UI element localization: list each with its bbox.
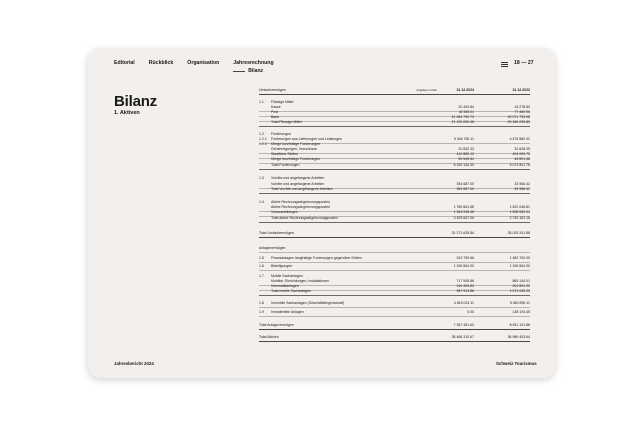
value-2024: 5 346 780.11 (453, 137, 474, 141)
row-label: Finanzanlagen langfristige Forderungen gegenüber Dritten (271, 256, 362, 260)
table-row (259, 188, 530, 194)
page-subtitle: 1. Aktiven (114, 110, 140, 116)
nav-organisation[interactable]: Organisation (187, 60, 220, 66)
table-row (259, 290, 530, 296)
value-2024: 310 403.80 (456, 284, 474, 288)
row-label: Forderungen aus Lieferungen und Leistungen (271, 137, 343, 141)
value-2023: 1 206 504.00 (509, 264, 530, 268)
row-label: Aktive Rechnungsabgrenzungsposten (271, 205, 330, 209)
nav-jahresrechnung[interactable] (233, 60, 274, 74)
table-row (259, 121, 530, 127)
row-number: 1.2.1 (259, 137, 267, 141)
row-label: Staatliche Stellen (271, 152, 299, 156)
row-label: Übrige kurzfristige Forderungen (271, 142, 321, 146)
value-2024: 354 687.00 (456, 187, 474, 191)
row-label: Total aktive Rechnungsabgrenzungsposten (271, 216, 338, 220)
table-row (259, 265, 530, 271)
value-2024: 21 084 790.73 (451, 115, 474, 119)
value-2024: 0.00 (467, 310, 474, 314)
value-2023: 5 080 859.11 (509, 301, 530, 305)
footer-report-title: Jahresbericht 2024 (114, 361, 154, 366)
value-2023: 4 478 580.02 (509, 137, 530, 141)
table-row (259, 257, 530, 263)
row-label: Bank (271, 115, 279, 119)
page-title: Bilanz (114, 93, 157, 110)
table-row (259, 247, 530, 253)
row-label: Vorräte und angefangene Arbeiten (271, 182, 325, 186)
value-2023: 1 071 035.23 (509, 289, 530, 293)
value-2024: 21 100 000.48 (451, 120, 474, 124)
value-2023: 2 730 161.15 (509, 216, 530, 220)
report-page (88, 48, 555, 378)
value-2024: 20 494.84 (458, 105, 474, 109)
value-2023: 869 144.01 (512, 279, 530, 283)
value-2024: 987 913.86 (456, 289, 474, 293)
value-2023: 77 460.06 (514, 110, 530, 114)
value-2024: 354 687.00 (456, 182, 474, 186)
value-2023: 32 628.05 (514, 147, 530, 151)
value-2023: 36 966 403.64 (507, 335, 530, 339)
row-label: Vorauszahlungen (271, 210, 299, 214)
row-label: Total Flüssige Mittel (271, 120, 302, 124)
value-2023: 5 073 801.78 (509, 163, 530, 167)
row-label: Total Aktiven (259, 335, 279, 339)
row-number: 1.3 (259, 176, 264, 180)
value-2023: 494 099.75 (512, 152, 530, 156)
value-2023: 16 278.80 (514, 105, 530, 109)
nav-sub-bilanz[interactable]: Bilanz (248, 68, 264, 74)
value-2024: 1 363 945.48 (453, 210, 474, 214)
nav-editorial[interactable]: Editorial (114, 60, 135, 66)
nav-rueckblick[interactable]: Rückblick (148, 60, 174, 66)
row-label: Forderungen (271, 132, 292, 136)
table-row (259, 302, 530, 308)
value-2024: 50 545.64 (458, 157, 474, 161)
row-label: Genehmigungen, Vorschüsse (271, 147, 317, 151)
row-number: 1.5 (259, 256, 264, 260)
row-label: Immobile Sachanlagen (Geschäftsliegenschaft) (271, 301, 345, 305)
table-row (259, 217, 530, 223)
value-2024: 717 508.86 (456, 279, 474, 283)
row-label: Flüssige Mittel (271, 100, 294, 104)
value-2023: 201 891.22 (512, 284, 530, 288)
row-number: 1.7 (259, 274, 264, 278)
value-2023: 46 801.48 (514, 157, 530, 161)
table-header (259, 89, 530, 95)
row-label: Anlagevermögen (259, 246, 286, 250)
column-2023: 31.12.2023 (512, 88, 530, 92)
row-label: Beteiligungen (271, 264, 293, 268)
value-2023: 28 025 201.88 (507, 231, 530, 235)
value-2024: 412 880.12 (456, 152, 474, 156)
value-2023: 8 941 101.88 (509, 323, 530, 327)
table-row (259, 336, 530, 342)
row-label: Total Forderungen (271, 163, 300, 167)
table-row (259, 164, 530, 170)
value-2024: 319 799.66 (456, 256, 474, 260)
value-2023: 138 193.45 (512, 310, 530, 314)
currency-note: Angaben in CHF (416, 88, 437, 92)
footer-organisation: Schweiz Tourismus (496, 361, 537, 366)
value-2024: 1 789 661.58 (453, 205, 474, 209)
row-label: Mobile Sachanlagen (271, 274, 303, 278)
row-label: Informatikanlagen (271, 284, 299, 288)
row-label: Total Anlagevermögen (259, 323, 294, 327)
top-navigation (114, 60, 274, 74)
active-indicator (233, 71, 245, 72)
table-row (259, 311, 530, 317)
value-2024: 38 466 310.67 (451, 335, 474, 339)
row-number: 1.8 (259, 301, 264, 305)
value-2024: 6 150 144.30 (453, 163, 474, 167)
page-indicator: 18 — 27 (514, 60, 534, 66)
table-row (259, 324, 530, 330)
header-label: Umlaufvermögen (259, 88, 286, 92)
value-2024: 20 832.33 (458, 147, 474, 151)
row-number: 1.6 (259, 264, 264, 268)
row-label: Kasse (271, 105, 281, 109)
value-2024: 31 271 628.84 (451, 231, 474, 235)
value-2023: 33 966.42 (514, 187, 530, 191)
row-number: 1.1 (259, 100, 264, 104)
row-label: Total Vorräte und angefangene Arbeiten (271, 187, 333, 191)
menu-icon[interactable] (501, 62, 508, 66)
value-2023: 33 966.42 (514, 182, 530, 186)
row-label: Immaterielle Anlagen (271, 310, 304, 314)
row-label: Vorräte und angefangene Arbeiten (271, 176, 325, 180)
row-label: Total Umlaufvermögen (259, 231, 295, 235)
row-label: Mobiliar, Einrichtungen, Installationen (271, 279, 329, 283)
value-2024: 3 153 607.06 (453, 216, 474, 220)
row-label: Übrige kurzfristige Forderungen (271, 157, 321, 161)
value-2024: 4 843 024.11 (453, 301, 474, 305)
row-number: 1.2 (259, 132, 264, 136)
value-2023: 1 622 046.81 (509, 205, 530, 209)
row-label: Post (271, 110, 279, 114)
row-number: 1.9 (259, 310, 264, 314)
value-2023: 20 071 793.98 (507, 115, 530, 119)
value-2023: 1 483 700.09 (509, 256, 530, 260)
value-2024: 42 345.11 (458, 110, 474, 114)
table-row (259, 232, 530, 238)
value-2024: 7 357 481.60 (453, 323, 474, 327)
nav-jahresrechnung-label: Jahresrechnung (233, 60, 274, 66)
value-2023: 20 165 235.83 (507, 120, 530, 124)
row-label: Aktive Rechnungsabgrenzungsposten (271, 200, 330, 204)
column-2024: 31.12.2024 (456, 88, 474, 92)
row-number: 1.2.2 (259, 142, 267, 146)
value-2023: 1 508 052.04 (509, 210, 530, 214)
row-number: 1.4 (259, 200, 264, 204)
value-2024: 1 206 504.00 (453, 264, 474, 268)
row-label: Total mobile Sachanlagen (271, 289, 312, 293)
